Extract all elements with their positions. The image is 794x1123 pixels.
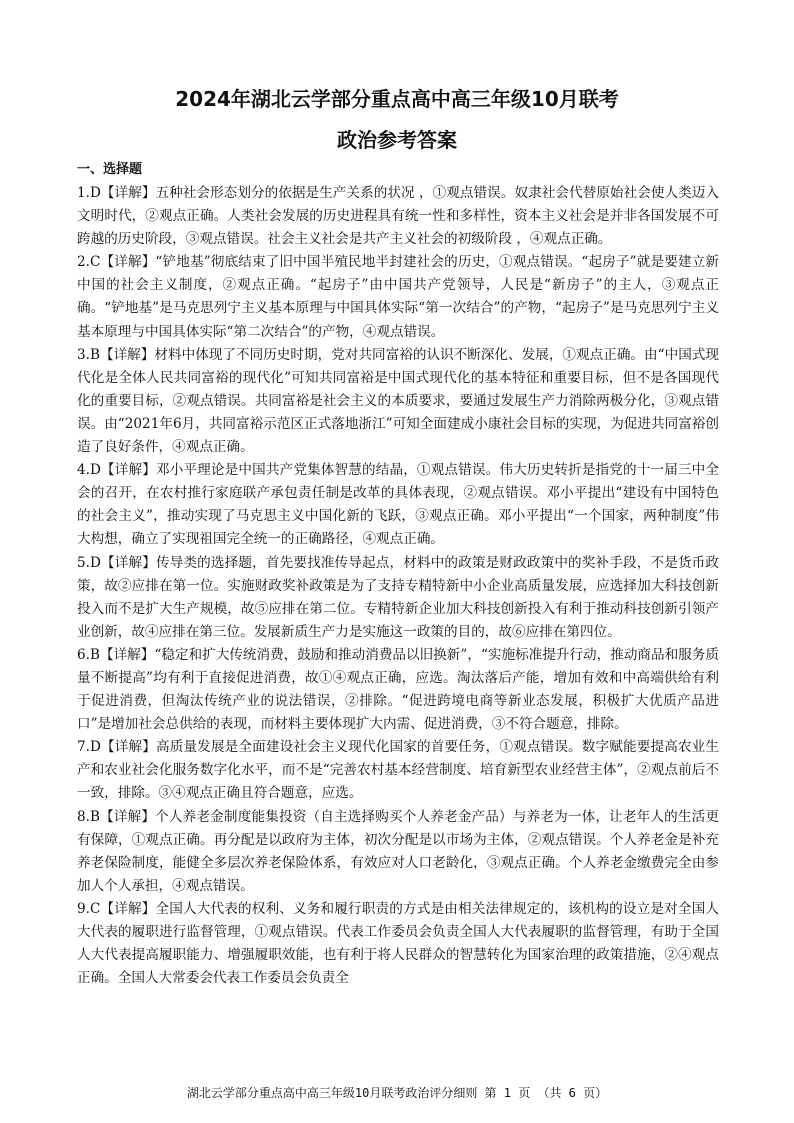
answer-list — [77, 182, 719, 990]
answer-tag: 【详解】 — [99, 346, 155, 363]
answer-item — [77, 552, 719, 644]
answer-explanation: 五种社会形态划分的依据是生产关系的状况 ，①观点错误。奴隶社会代替原始社会使人类迈入文明时代，②观点正确。人类社会发展的历史进程具有统一性和多样性，资本主义社会是并非各国发展不可跨越的历史阶段，③观点错误。社会主义社会是共产主义社会的初级阶段 ，④观点正确。 — [77, 185, 719, 248]
answer-number: 7.D — [77, 739, 101, 756]
answer-tag: 【详解】 — [100, 185, 156, 201]
answer-item — [77, 182, 719, 251]
answer-item — [77, 736, 719, 805]
answer-item — [77, 898, 719, 990]
answer-number: 3.B — [77, 346, 100, 363]
answer-explanation: 邓小平理论是中国共产党集体智慧的结晶，①观点错误。伟大历史转折是指党的十一届三中全会的召开，在农村推行家庭联产承包责任制是改革的具体表现，②观点错误。邓小平提出“建设有中国特色的社会主义”，推动实现了马克思主义中国化新的飞跃，③观点正确。邓小平提出“一个国家，两种制度”伟大构想，确立了实现祖国完全统一的正确路径，④观点正确。 — [77, 462, 720, 548]
answer-item — [77, 459, 719, 551]
page-footer: 湖北云学部分重点高中高三年级10月联考政治评分细则 第 1 页 （共 6 页） — [186, 1086, 608, 1100]
answer-explanation: “铲地基”彻底结束了旧中国半殖民地半封建社会的历史，①观点错误。“起房子”就是要建立新中国的社会主义制度，②观点正确。“起房子”由中国共产党领导，人民是“新房子”的主人，③观点正确。“铲地基”是马克思列宁主义基本原理与中国具体实际“第一次结合”的产物，“起房子”是马克思列宁主义基本原理与中国具体实际“第二次结合”的产物，④观点错误。 — [77, 254, 720, 340]
section-heading: 一、选择题 — [77, 162, 143, 177]
answer-number: 9.C — [77, 900, 101, 917]
answer-tag: 【详解】 — [99, 808, 156, 825]
answer-number: 8.B — [77, 808, 100, 825]
answer-explanation: 个人养老金制度能集投资（自主选择购买个人养老金产品）与养老为一体，让老年人的生活更有保障，①观点正确。再分配是以政府为主体，初次分配是以市场为主体，②观点错误。个人养老金是补充养老保险制度，能健全多层次养老保险体系，有效应对人口老龄化，③观点正确。个人养老金缴费完全由参加人个人承担，④观点错误。 — [77, 808, 719, 894]
answer-tag: 【详解】 — [100, 900, 156, 917]
answer-tag: 【详解】 — [100, 462, 156, 479]
answer-item — [77, 251, 719, 343]
answer-item — [77, 806, 719, 898]
answer-explanation: 高质量发展是全面建设社会主义现代化国家的首要任务，①观点错误。数字赋能要提高农业生产和农业社会化服务数字化水平，而不是“完善农村基本经营制度、培育新型农业经营主体”，②观点前后不一致，排除。③④观点正确且符合题意，应选。 — [77, 739, 720, 802]
answer-explanation: 材料中体现了不同历史时期，党对共同富裕的认识不断深化、发展，①观点正确。由“中国式现代化是全体人民共同富裕的现代化”可知共同富裕是中国式现代化的基本特征和重要目标，但不是各国现代化的重要目标，②观点错误。共同富裕是社会主义的本质要求，要通过发展生产力消除两极分化，③观点错误。由“2021年6月，共同富裕示范区正式落地浙江”可知全面建成小康社会目标的实现，为促进共同富裕创造了良好条件，④观点正确。 — [77, 346, 720, 456]
answer-item — [77, 644, 719, 736]
answer-number: 2.C — [77, 254, 101, 271]
answer-number: 5.D — [77, 554, 101, 571]
answer-number: 1.D — [77, 185, 101, 201]
document-subtitle: 政治参考答案 — [337, 128, 457, 152]
answer-tag: 【详解】 — [99, 646, 155, 663]
answer-explanation: 传导类的选择题，首先要找准传导起点，材料中的政策是财政政策中的奖补手段，不是货币政策，故②应排在第一位。实施财政奖补政策是为了支持专精特新中小企业高质量发展，应选择加大科技创新投入而不是扩大生产规模，故⑤应排在第二位。专精特新企业加大科技创新投入有利于推动科技创新引领产业创新，故④应排在第三位。发展新质生产力是实施这一政策的目的，故⑥应排在第四位。 — [77, 554, 720, 640]
document-title: 2024年湖北云学部分重点高中高三年级10月联考 — [175, 87, 619, 111]
answer-tag: 【详解】 — [100, 554, 156, 571]
answer-item — [77, 344, 719, 459]
answer-explanation: “稳定和扩大传统消费，鼓励和推动消费品以旧换新”，“实施标准提升行动，推动商品和服务质量不断提高”均有利于直接促进消费，故①④观点正确，应选。淘汰落后产能，增加有效和中高端供给有利于促进消费，但淘汰传统产业的说法错误，②排除。“促进跨境电商等新业态发展，积极扩大优质产品进口”是增加社会总供给的表现，而材料主要体现扩大内需、促进消费，③不符合题意，排除。 — [77, 646, 719, 733]
answer-number: 4.D — [77, 462, 101, 479]
answer-tag: 【详解】 — [100, 739, 156, 756]
answer-tag: 【详解】 — [100, 254, 156, 271]
answer-explanation: 全国人大代表的权利、义务和履行职责的方式是由相关法律规定的，该机构的设立是对全国人大代表的履职进行监督管理，①观点错误。代表工作委员会负责全国人大代表履职的监督管理，有助于全国人大代表提高履职能力、增强履职效能，也有利于将人民群众的智慧转化为国家治理的政策措施，②④观点正确。全国人大常委会代表工作委员会负责全 — [77, 900, 720, 987]
answer-number: 6.B — [77, 646, 100, 663]
